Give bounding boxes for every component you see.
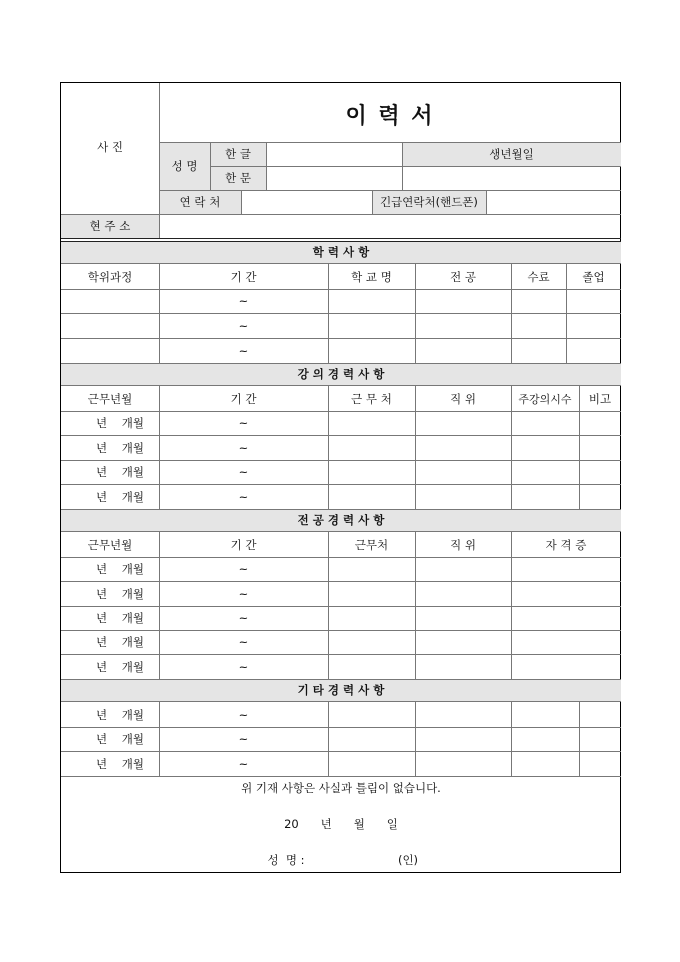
lec-header-workplace: 근 무 처 (351, 391, 392, 406)
edu-header-major: 전 공 (450, 269, 476, 284)
contact-label: 연 락 처 (179, 195, 221, 209)
table-row[interactable]: 년 개월 (96, 659, 144, 674)
table-row[interactable]: ~ (238, 586, 249, 601)
table-row[interactable]: 년 개월 (96, 416, 144, 430)
lecture-title: 강 의 경 력 사 항 (297, 367, 385, 381)
table-row[interactable]: ~ (238, 294, 249, 308)
lec-header-ym: 근무년월 (87, 391, 133, 406)
name-label: 성 명 (171, 159, 198, 173)
hangul-label: 한 글 (225, 147, 251, 161)
table-row[interactable]: 년 개월 (96, 611, 144, 625)
other-title: 기 타 경 력 사 항 (297, 683, 385, 697)
table-row[interactable]: 년 개월 (96, 562, 144, 576)
edu-header-degree: 학위과정 (87, 269, 133, 284)
table-row[interactable]: 년 개월 (96, 465, 144, 479)
hanja-label: 한 문 (225, 171, 251, 185)
major-header-ym: 근무년월 (87, 537, 133, 552)
birth-label: 생년월일 (489, 147, 534, 161)
sign-field[interactable] (321, 849, 391, 871)
edu-header-graduate: 졸업 (582, 269, 605, 284)
major-header-period: 기 간 (230, 537, 257, 552)
table-row[interactable]: ~ (238, 635, 249, 649)
lec-header-position: 직 위 (450, 391, 476, 406)
hanja-name-field[interactable] (266, 166, 402, 190)
major-title: 전 공 경 력 사 항 (297, 513, 385, 527)
major-header-position: 직 위 (450, 537, 476, 552)
date-line: 20 년 월 일 (284, 817, 398, 831)
table-row[interactable]: ~ (238, 707, 249, 722)
resume-form (60, 82, 621, 873)
table-row[interactable]: ~ (238, 611, 249, 625)
table-row[interactable]: 년 개월 (96, 756, 144, 771)
table-row[interactable]: ~ (238, 756, 249, 771)
table-row[interactable]: ~ (238, 416, 249, 430)
table-row[interactable]: 년 개월 (96, 489, 144, 504)
table-row[interactable]: ~ (238, 343, 249, 358)
address-field[interactable] (159, 214, 621, 238)
table-row[interactable]: 년 개월 (96, 440, 144, 455)
page-title: 이 력 서 (345, 103, 435, 129)
emergency-field[interactable] (486, 190, 621, 214)
sign-label: 성 명 : (267, 853, 305, 867)
emergency-label: 긴급연락처(핸드폰) (380, 195, 478, 209)
table-row[interactable]: ~ (238, 440, 249, 455)
lec-header-note: 비고 (588, 391, 612, 406)
lec-header-period: 기 간 (230, 391, 257, 406)
seal-label: (인) (397, 853, 419, 867)
major-header-workplace: 근무처 (354, 537, 389, 552)
table-row[interactable]: ~ (238, 562, 249, 576)
major-header-license: 자 격 증 (545, 537, 587, 552)
hangul-name-field[interactable] (266, 142, 402, 166)
statement-text: 위 기재 사항은 사실과 틀림이 없습니다. (241, 781, 441, 795)
birth-field[interactable] (402, 166, 621, 190)
table-row[interactable]: ~ (238, 659, 249, 674)
table-row[interactable]: ~ (238, 318, 249, 333)
education-title: 학 력 사 항 (312, 245, 370, 259)
address-label: 현 주 소 (89, 219, 131, 233)
table-row[interactable]: ~ (238, 489, 249, 504)
edu-header-period: 기 간 (230, 269, 257, 284)
table-row[interactable]: 년 개월 (96, 707, 144, 722)
edu-header-school: 학 교 명 (351, 269, 392, 284)
table-row[interactable]: 년 개월 (96, 732, 144, 746)
photo-label: 사 진 (97, 140, 123, 154)
table-row[interactable]: 년 개월 (96, 586, 144, 601)
lec-header-hours: 주강의시수 (518, 392, 572, 406)
edu-header-complete: 수료 (527, 269, 550, 284)
table-row[interactable]: ~ (238, 465, 249, 479)
contact-field[interactable] (241, 190, 372, 214)
table-row[interactable]: 년 개월 (96, 635, 144, 649)
table-row[interactable]: ~ (238, 732, 249, 746)
